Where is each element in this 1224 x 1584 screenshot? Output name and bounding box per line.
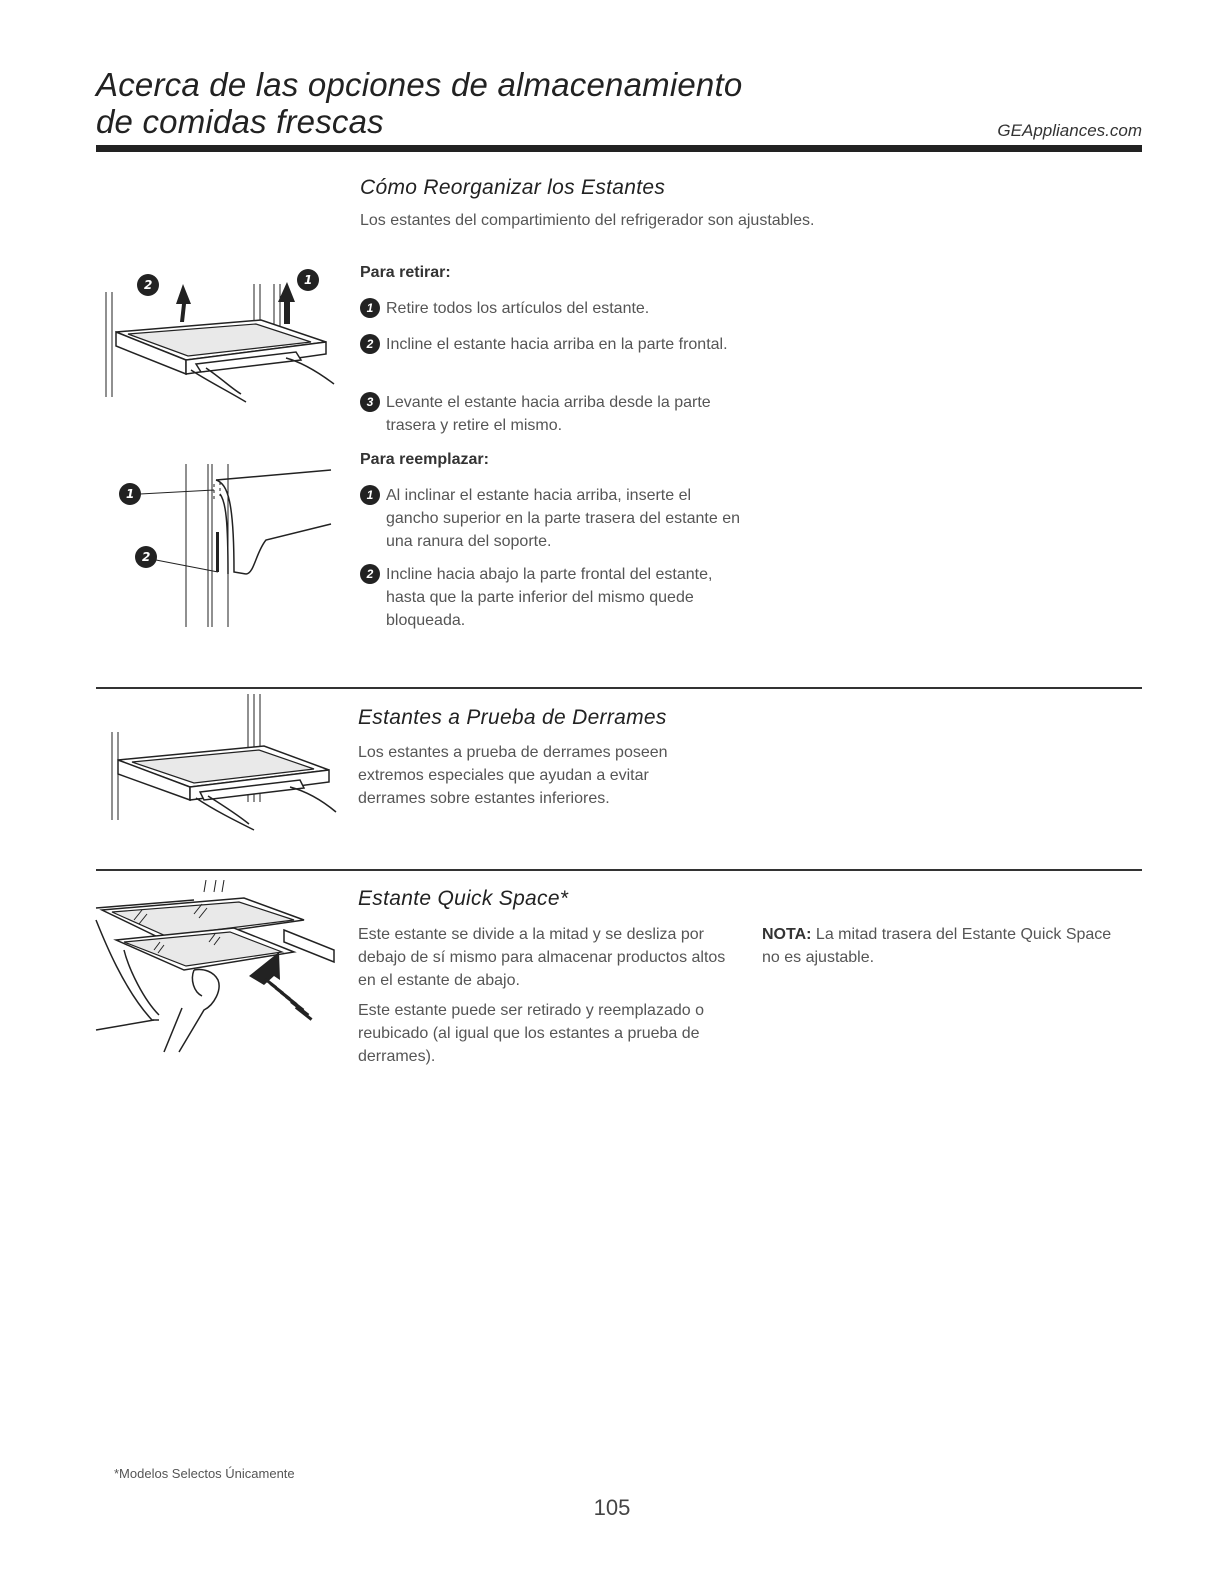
site-url: GEAppliances.com (997, 121, 1142, 140)
spillproof-shelf-illustration (104, 692, 344, 832)
shelf-replace-illustration (116, 462, 336, 632)
callout-replace-bottom: 2 (142, 550, 151, 564)
remove-step-3 (360, 391, 730, 437)
header-divider (96, 145, 1142, 152)
step-text: Levante el estante hacia arriba desde la parte trasera y retire el mismo. (386, 394, 711, 434)
page-title-line2: de comidas frescas (96, 103, 384, 140)
callout-replace-top: 1 (126, 487, 135, 501)
step-number-badge: 1 (360, 298, 380, 318)
footnote: *Modelos Selectos Únicamente (114, 1466, 295, 1481)
section-divider (96, 687, 1142, 689)
quick-space-note (762, 923, 1112, 969)
replace-heading: Para reemplazar: (360, 451, 489, 468)
section-title-spillproof: Estantes a Prueba de Derrames (358, 706, 667, 729)
step-number-badge: 3 (360, 392, 380, 412)
page-title-line1: Acerca de las opciones de almacenamiento (96, 66, 743, 103)
page-title (96, 66, 742, 140)
replace-step-1 (360, 484, 740, 553)
remove-step-1 (360, 297, 720, 320)
remove-heading: Para retirar: (360, 264, 451, 281)
step-text: Al inclinar el estante hacia arriba, inserte el gancho superior en la parte trasera del estante en una ranura del soporte. (386, 487, 741, 550)
step-text: Incline hacia abajo la parte frontal del estante, hasta que la parte inferior del mismo quede bloqueada. (386, 566, 713, 629)
section-divider (96, 869, 1142, 871)
step-number-badge: 2 (360, 564, 380, 584)
spillproof-body: Los estantes a prueba de derrames poseen extremos especiales que ayudan a evitar derrames sobre estantes inferiores. (358, 744, 668, 807)
section-title-quick-space: Estante Quick Space* (358, 887, 569, 910)
remove-step-2 (360, 333, 730, 356)
replace-step-2 (360, 563, 730, 632)
note-text: La mitad trasera del Estante Quick Space no es ajustable. (762, 926, 1112, 966)
page-number: 105 (593, 1495, 631, 1520)
step-number-badge: 2 (360, 334, 380, 354)
shelf-removal-illustration (96, 262, 346, 407)
section-intro: Los estantes del compartimiento del refrigerador son ajustables. (360, 212, 815, 229)
callout-remove-right: 1 (304, 273, 313, 287)
callout-remove-left: 2 (144, 278, 153, 292)
section-title-rearrange: Cómo Reorganizar los Estantes (360, 176, 666, 199)
quick-space-para1: Este estante se divide a la mitad y se desliza por debajo de sí mismo para almacenar productos altos en el estante de abajo. (358, 926, 726, 989)
step-number-badge: 1 (360, 485, 380, 505)
note-label: NOTA: (762, 926, 812, 943)
quick-space-shelf-illustration (94, 880, 344, 1055)
step-text: Incline el estante hacia arriba en la parte frontal. (386, 336, 728, 353)
step-text: Retire todos los artículos del estante. (386, 300, 650, 317)
quick-space-para2: Este estante puede ser retirado y reemplazado o reubicado (al igual que los estantes a prueba de derrames). (358, 1002, 704, 1065)
